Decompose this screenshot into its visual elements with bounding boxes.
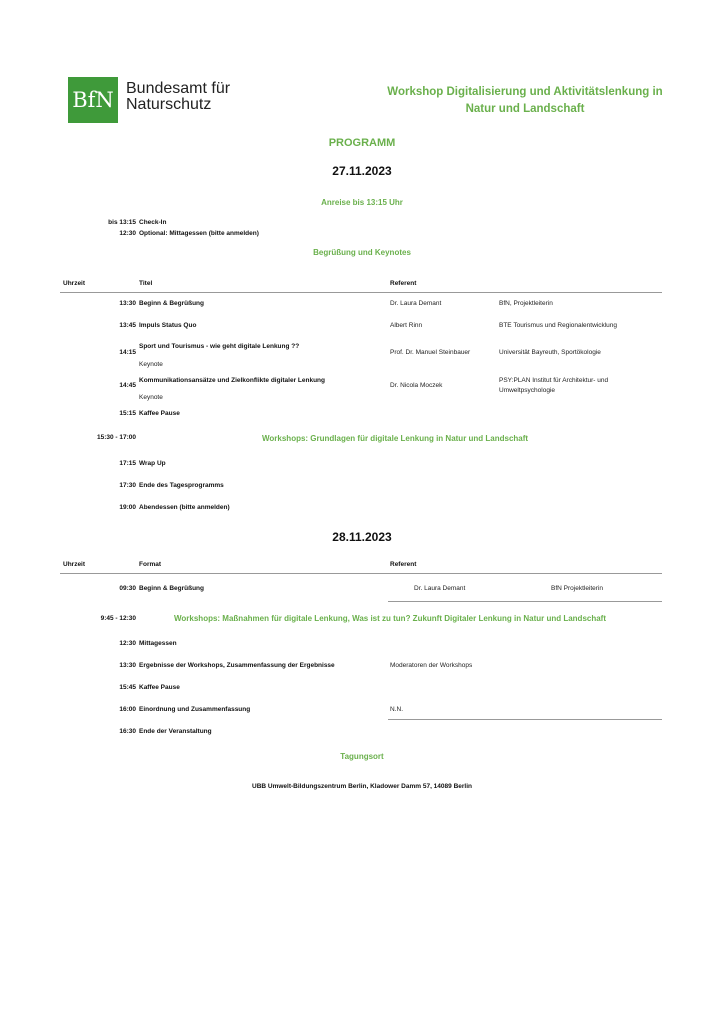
speaker-name: N.N. (390, 706, 403, 713)
schedule-time: 17:15 (119, 460, 136, 467)
schedule-note: Keynote (139, 394, 163, 401)
schedule-title: Impuls Status Quo (139, 322, 197, 329)
column-header-speaker: Referent (390, 280, 417, 287)
schedule-time: 16:30 (119, 728, 136, 735)
schedule-title: Einordnung und Zusammenfassung (139, 706, 251, 713)
pre-item-time: bis 13:15 (108, 219, 136, 226)
schedule-title: Ende der Veranstaltung (139, 728, 212, 735)
speaker-institution: Universität Bayreuth, Sportökologie (499, 349, 601, 356)
logo-line-2: Naturschutz (126, 96, 212, 113)
speaker-name: Dr. Laura Demant (414, 585, 466, 592)
pre-item-time: 12:30 (119, 230, 136, 237)
day1-date: 27.11.2023 (332, 164, 392, 178)
column-header-title: Titel (139, 280, 153, 287)
column-header-speaker: Referent (390, 561, 417, 568)
program-label: PROGRAMM (328, 137, 396, 149)
schedule-title: Wrap Up (139, 460, 166, 467)
workshop-time: 9:45 - 12:30 (100, 615, 136, 622)
schedule-time: 13:45 (119, 322, 136, 329)
schedule-title: Kaffee Pause (139, 684, 180, 691)
workshop-time: 15:30 - 17:00 (96, 434, 136, 441)
schedule-time: 17:30 (119, 482, 136, 489)
table-divider (60, 292, 662, 293)
schedule-title: Ergebnisse der Workshops, Zusammenfassung der Ergebnisse (139, 662, 335, 669)
day2-date: 28.11.2023 (332, 530, 392, 544)
schedule-time: 14:45 (119, 382, 136, 389)
venue-address: UBB Umwelt-Bildungszentrum Berlin, Kladower Damm 57, 14089 Berlin (252, 783, 472, 790)
logo-line-1: Bundesamt für (126, 80, 231, 97)
day1-arrival-heading: Anreise bis 13:15 Uhr (321, 198, 403, 207)
speaker-name: Albert Rinn (390, 322, 423, 329)
bfn-logo-mark: BfN (68, 77, 118, 123)
speaker-name: Dr. Laura Demant (390, 300, 442, 307)
speaker-institution (499, 376, 608, 396)
column-header-format: Format (139, 561, 162, 568)
speaker-institution: BfN, Projektleiterin (499, 300, 553, 307)
table-divider (388, 601, 662, 602)
pre-item-title: Optional: Mittagessen (bitte anmelden) (139, 230, 259, 237)
speaker-name: Moderatoren der Workshops (390, 662, 473, 669)
schedule-title: Kaffee Pause (139, 410, 180, 417)
workshop-title: Workshops: Maßnahmen für digitale Lenkung, Was ist zu tun? Zukunft Digitaler Lenkung in Natur und Landschaft (174, 614, 607, 623)
table-divider (388, 719, 662, 720)
event-title (380, 84, 670, 118)
schedule-time: 13:30 (119, 662, 136, 669)
schedule-note: Keynote (139, 361, 163, 368)
schedule-time: 14:15 (119, 349, 136, 356)
workshop-title: Workshops: Grundlagen für digitale Lenkung in Natur und Landschaft (262, 434, 529, 443)
schedule-time: 15:45 (119, 684, 136, 691)
event-title-line-2: Natur und Landschaft (465, 103, 585, 115)
table-divider (60, 573, 662, 574)
speaker-institution: BTE Tourismus und Regionalentwicklung (499, 322, 618, 329)
schedule-title: Ende des Tagesprogramms (139, 482, 224, 489)
schedule-title: Beginn & Begrüßung (139, 300, 204, 307)
speaker-name: Dr. Nicola Moczek (390, 382, 443, 389)
schedule-title: Mittagessen (139, 640, 177, 647)
schedule-time: 16:00 (119, 706, 136, 713)
venue-heading: Tagungsort (340, 752, 384, 761)
schedule-time: 12:30 (119, 640, 136, 647)
pre-item-title: Check-In (139, 219, 167, 226)
schedule-title: Beginn & Begrüßung (139, 585, 204, 592)
schedule-time: 19:00 (119, 504, 136, 511)
column-header-time: Uhrzeit (63, 561, 86, 568)
day1-section-heading: Begrüßung und Keynotes (313, 248, 411, 257)
schedule-time: 13:30 (119, 300, 136, 307)
schedule-time: 09:30 (119, 585, 136, 592)
column-header-time: Uhrzeit (63, 280, 86, 287)
speaker-institution-line: Umweltpsychologie (499, 387, 555, 394)
schedule-title: Sport und Tourismus - wie geht digitale Lenkung ?? (139, 343, 300, 350)
event-title-line-1: Workshop Digitalisierung und Aktivitätslenkung in (387, 86, 663, 98)
speaker-institution: BfN Projektleiterin (551, 585, 604, 592)
speaker-institution-line: PSY:PLAN Institut für Architektur- und (499, 377, 609, 384)
logo-wordmark (126, 81, 230, 113)
speaker-name: Prof. Dr. Manuel Steinbauer (390, 349, 471, 356)
schedule-title: Abendessen (bitte anmelden) (139, 504, 230, 511)
schedule-time: 15:15 (119, 410, 136, 417)
schedule-title: Kommunikationsansätze und Zielkonflikte digitaler Lenkung (139, 377, 325, 384)
